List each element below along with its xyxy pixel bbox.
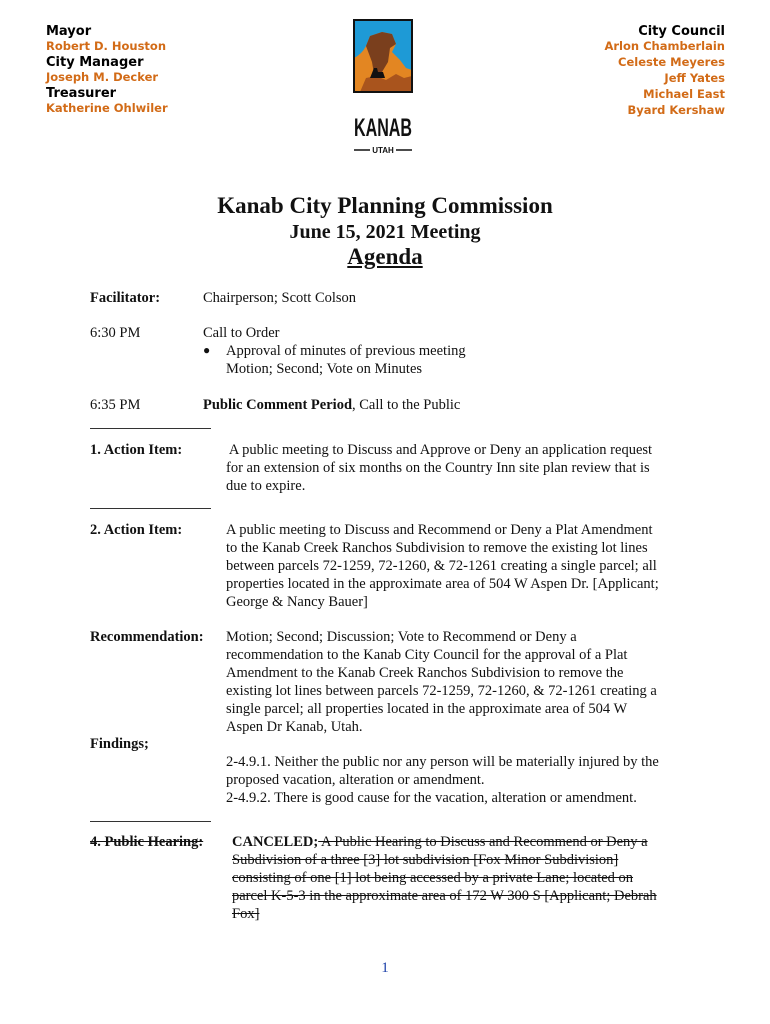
public-hearing-label: 4. Public Hearing: [90, 834, 204, 850]
action-item-1-label: 1. Action Item: [90, 442, 183, 458]
findings-label: Findings; [90, 736, 149, 752]
public-comment-time: 6:35 PM [90, 397, 141, 413]
mayor-role: Mayor [46, 24, 92, 39]
divider [90, 821, 211, 822]
council-member: Arlon Chamberlain [604, 39, 725, 53]
divider [90, 428, 211, 429]
findings-text: 2-4.9.1. Neither the public nor any person will be materially injured by the proposed vacation, alteration or amendment. 2-4.9.2. There is good cause for the vacation, alteration or amendment. [226, 754, 659, 806]
header-officials [46, 24, 168, 117]
recommendation-label: Recommendation: [90, 629, 204, 645]
call-to-order-text: Call to Order [203, 325, 280, 341]
public-hearing-text: CANCELED; A Public Hearing to Discuss and Recommend or Deny a Subdivision of a three [3] lot subdivision [Fox Minor Subdivision] consisting of one [1] lot being accessed by a private Lane; located on parcel K-5-3 in the approximate area of 172 W 300 S [Applicant; Debrah Fox] [232, 834, 657, 922]
public-comment-text: Public Comment Period, Call to the Public [203, 397, 461, 413]
city-manager-name: Joseph M. Decker [46, 70, 159, 84]
minutes-approval: Approval of minutes of previous meeting [226, 343, 466, 359]
divider [90, 508, 211, 509]
action-item-1-text: A public meeting to Discuss and Approve or Deny an application request for an extension of six months on the Country Inn site plan review that is due to expire. [226, 442, 653, 494]
treasurer-name: Katherine Ohlwiler [46, 101, 168, 115]
council-title: City Council [638, 24, 725, 39]
recommendation-text: Motion; Second; Discussion; Vote to Recommend or Deny a recommendation to the Kanab City Council for the approval of a Plat Amendment to the Kanab Creek Ranchos Subdivision to remove the existing lot lines between parcels 72-1259, 72-1260, & 72-1261 creating a single parcel; all properties located in the approximate area of 504 W Aspen Dr Kanab, Utah. [226, 629, 657, 735]
page-title: Kanab City Planning Commission [217, 193, 553, 218]
council-member: Byard Kershaw [627, 103, 725, 117]
action-item-2-label: 2. Action Item: [90, 522, 183, 538]
logo-text: KANAB [354, 114, 412, 142]
minutes-vote: Motion; Second; Vote on Minutes [226, 361, 423, 377]
logo-subtext: UTAH [372, 146, 394, 155]
council-member: Jeff Yates [664, 71, 725, 85]
bullet-icon: ● [203, 343, 211, 357]
facilitator-value: Chairperson; Scott Colson [203, 290, 357, 306]
mayor-name: Robert D. Houston [46, 39, 167, 53]
council-member: Celeste Meyeres [618, 55, 725, 69]
page-number: 1 [381, 960, 389, 976]
treasurer-role: Treasurer [46, 86, 117, 101]
agenda-heading: Agenda [347, 244, 423, 269]
action-item-2-text: A public meeting to Discuss and Recommend or Deny a Plat Amendment to the Kanab Creek Ranchos Subdivision to remove the existing lot lines between parcels 72-1259, 72-1260, & 72-1261 creating a single parcel; all properties located in the approximate area of 504 W Aspen Dr. [Applicant; George & Nancy Bauer] [226, 522, 659, 610]
city-council [604, 24, 725, 119]
call-to-order-time: 6:30 PM [90, 325, 141, 341]
council-member: Michael East [643, 87, 725, 101]
city-manager-role: City Manager [46, 55, 144, 70]
kanab-logo [352, 18, 414, 158]
facilitator-label: Facilitator: [90, 290, 161, 306]
meeting-date: June 15, 2021 Meeting [289, 221, 481, 243]
